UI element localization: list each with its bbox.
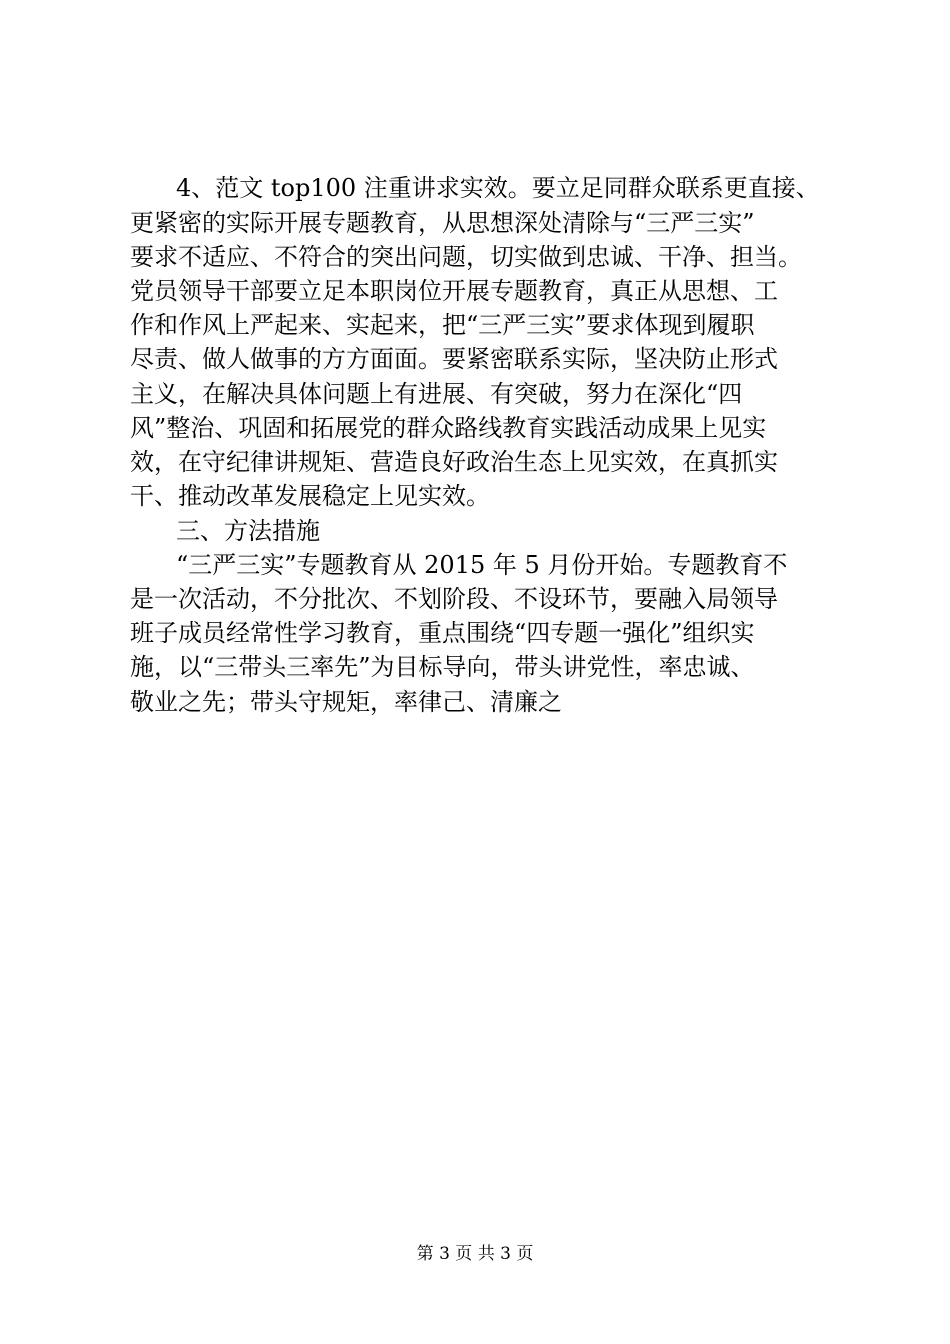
body-line-text: 班子成员经常性学习教育，重点围绕“四专题一强化”组织实 (130, 619, 755, 647)
body-line (0, 647, 950, 687)
body-line-text: 作和作风上严起来、实起来，把“三严三实”要求体现到履职 (130, 311, 755, 339)
body-line-text: 施，以“三带头三率先”为目标导向，带头讲党性，率忠诚、 (130, 653, 755, 681)
body-line-text: 4、范文 top100 注重讲求实效。要立足同群众联系更直接、 (176, 174, 820, 202)
body-line-text: 是一次活动，不分批次、不划阶段、不设环节，要融入局领导 (130, 585, 778, 613)
body-line-text: 主义，在解决具体问题上有进展、有突破，努力在深化“四 (130, 380, 743, 408)
body-line-text: 效，在守纪律讲规矩、营造良好政治生态上见实效，在真抓实 (130, 448, 778, 476)
body-line-text: 要求不适应、不符合的突出问题，切实做到忠诚、干净、担当。 (130, 243, 802, 271)
body-line-text: 风”整治、巩固和拓展党的群众路线教育实践活动成果上见实 (130, 414, 767, 442)
page-footer: 第 3 页 共 3 页 (416, 1244, 534, 1264)
body-line-text: 干、推动改革发展稳定上见实效。 (130, 482, 490, 510)
body-line-text: 党员领导干部要立足本职岗位开展专题教育，真正从思想、工 (130, 277, 778, 305)
body-line-text: 更紧密的实际开展专题教育，从思想深处清除与“三严三实” (130, 209, 755, 237)
body-line (0, 476, 950, 516)
body-line (0, 168, 950, 208)
section-heading-text: 三、方法措施 (176, 517, 320, 545)
body-line (0, 682, 950, 722)
body-line-text: “三严三实”专题教育从 2015 年 5 月份开始。专题教育不 (176, 551, 788, 579)
body-line-text: 尽责、做人做事的方方面面。要紧密联系实际，坚决防止形式 (130, 345, 778, 373)
body-line (0, 339, 950, 379)
body-line-text: 敬业之先；带头守规矩，率律己、清廉之 (130, 688, 562, 716)
